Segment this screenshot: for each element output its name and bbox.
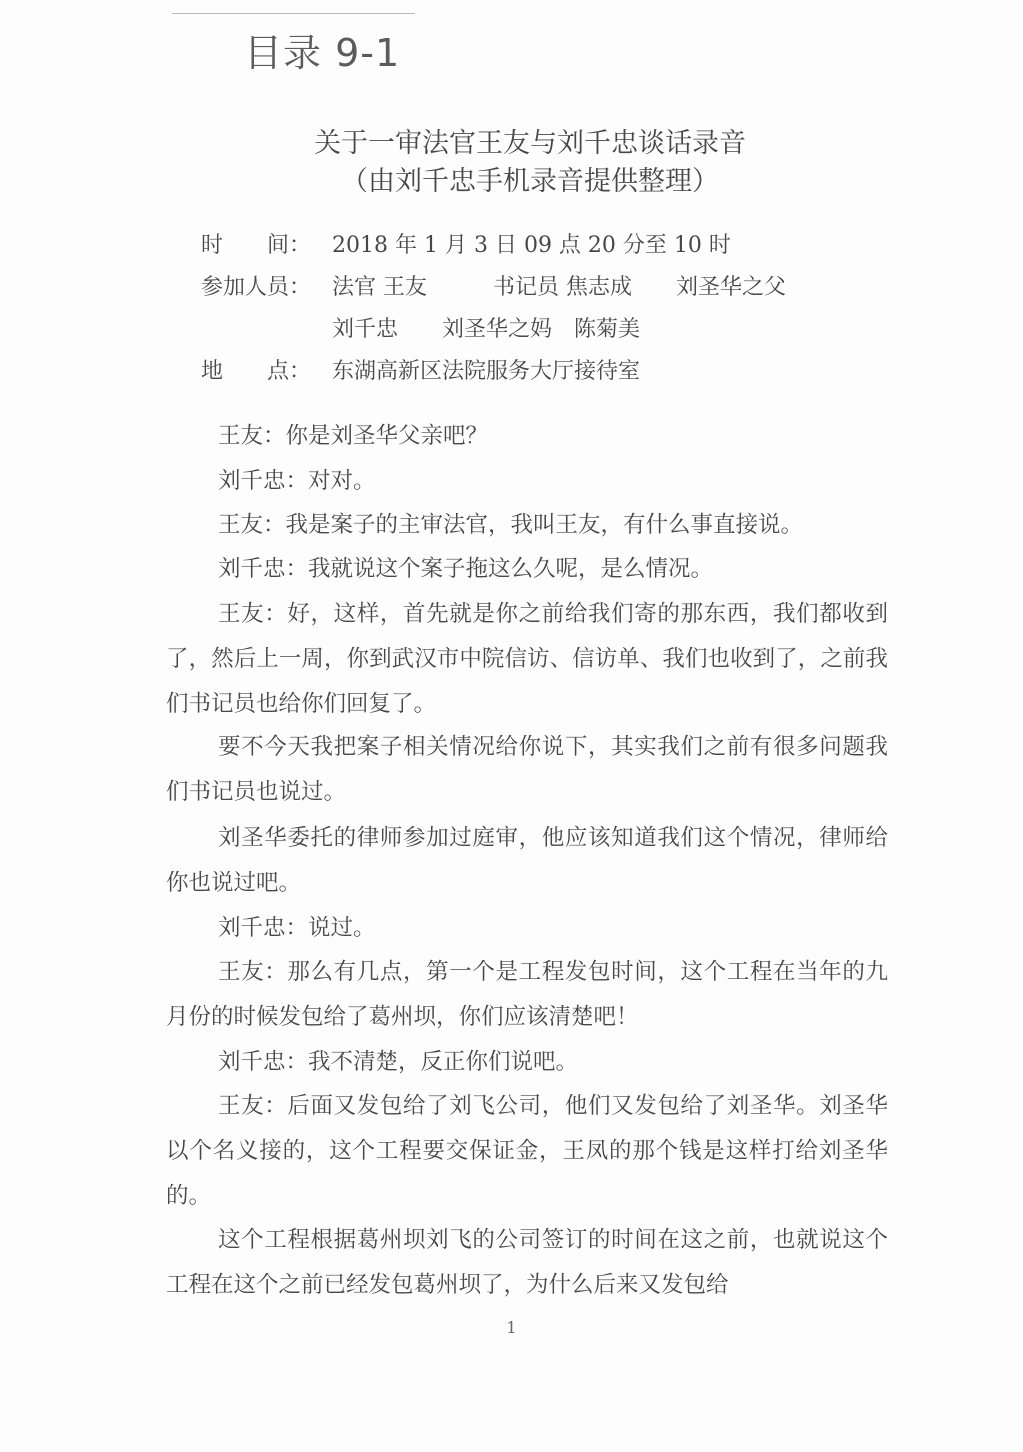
place-label: 地 点： bbox=[201, 359, 312, 384]
dialogue-paragraph: 这个工程根据葛州坝刘飞的公司签订的时间在这之前，也就说这个工程在这个之前已经发包葛州坝了，为什么后来又发包给 bbox=[166, 1227, 888, 1298]
dialogue-paragraph: 王友：你是刘圣华父亲吧？ bbox=[218, 423, 489, 449]
dialogue-paragraph: 刘千忠：我就说这个案子拖这么久呢，是么情况。 bbox=[218, 556, 714, 582]
document-subtitle: （由刘千忠手机录音提供整理） bbox=[341, 166, 719, 197]
participants-label: 参加人员： bbox=[201, 275, 312, 300]
catalog-label: 目录 9-1 bbox=[244, 31, 401, 75]
dialogue-paragraph: 刘圣华委托的律师参加过庭审，他应该知道我们这个情况，律师给你也说过吧。 bbox=[166, 825, 888, 896]
dialogue-paragraph: 要不今天我把案子相关情况给你说下，其实我们之前有很多问题我们书记员也说过。 bbox=[166, 734, 888, 805]
time-label: 时 间： bbox=[201, 233, 312, 258]
page-number: 1 bbox=[506, 1318, 517, 1337]
dialogue-paragraph: 刘千忠：说过。 bbox=[218, 915, 376, 941]
dialogue-paragraph: 王友：好，这样，首先就是你之前给我们寄的那东西，我们都收到了，然后上一周，你到武汉市中院信访、信访单、我们也收到了，之前我们书记员也给你们回复了。 bbox=[166, 601, 888, 717]
dialogue-paragraph: 刘千忠：我不清楚，反正你们说吧。 bbox=[218, 1049, 579, 1075]
dialogue-paragraph: 王友：那么有几点，第一个是工程发包时间，这个工程在当年的九月份的时候发包给了葛州坝，你们应该清楚吧！ bbox=[166, 959, 888, 1030]
dialogue-paragraph: 王友：后面又发包给了刘飞公司，他们又发包给了刘圣华。刘圣华以个名义接的，这个工程要交保证金，王凤的那个钱是这样打给刘圣华的。 bbox=[166, 1093, 888, 1209]
top-rule-divider bbox=[172, 13, 415, 14]
time-value: 2018 年 1 月 3 日 09 点 20 分至 10 时 bbox=[332, 233, 731, 258]
participants-line-1: 法官 王友 书记员 焦志成 刘圣华之父 bbox=[332, 275, 786, 300]
dialogue-paragraph: 刘千忠：对对。 bbox=[218, 468, 376, 494]
dialogue-paragraph: 王友：我是案子的主审法官，我叫王友，有什么事直接说。 bbox=[218, 512, 804, 538]
document-title: 关于一审法官王友与刘千忠谈话录音 bbox=[314, 128, 746, 159]
participants-line-2: 刘千忠 刘圣华之妈 陈菊美 bbox=[332, 317, 641, 342]
place-value: 东湖高新区法院服务大厅接待室 bbox=[332, 359, 641, 384]
